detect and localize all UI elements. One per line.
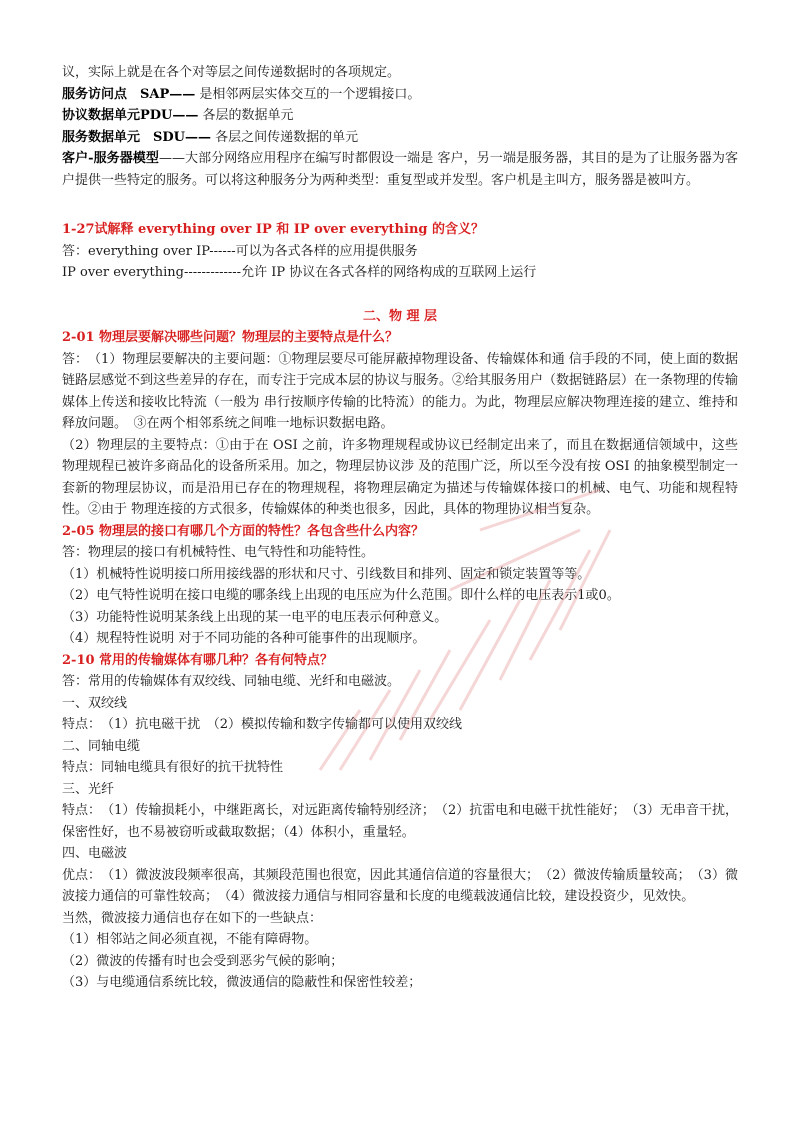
- intro-continued-line: 议，实际上就是在各个对等层之间传递数据时的各项规定。: [62, 65, 401, 80]
- answer-2-05-item1: （1）机械特性说明接口所用接线器的形状和尺寸、引线数目和排列、固定和锁定装置等等。: [62, 566, 591, 582]
- answer-2-05-item4: （4）规程特性说明 对于不同功能的各种可能事件的出现顺序。: [62, 631, 426, 646]
- coax-heading: 二、同轴电缆: [62, 738, 141, 754]
- answer-2-05-intro: 答：物理层的接口有机械特性、电气特性和功能特性。: [62, 545, 375, 560]
- question-2-05: 2-05 物理层的接口有哪几个方面的特性？各包含些什么内容？: [62, 523, 425, 539]
- answer-1-27-line1: 答：everything over IP------可以为各式各样的应用提供服务: [62, 243, 418, 259]
- question-1-27: 1-27试解释 everything over IP 和 IP over everything 的含义？: [62, 222, 485, 237]
- answer-2-10-intro: 答：常用的传输媒体有双绞线、同轴电缆、光纤和电磁波。: [62, 674, 401, 689]
- microwave-drawback-1: （1）相邻站之间必须直视，不能有障碍物。: [62, 932, 318, 947]
- client-server-term: 客户-服务器模型: [62, 151, 159, 166]
- answer-1-27-line2: IP over everything-------------允许 IP 协议在各式各样的网络构成的互联网上运行: [62, 265, 537, 280]
- spacer: [62, 191, 738, 219]
- document-body: [62, 62, 738, 994]
- microwave-drawback-2: （2）微波的传播有时也会受到恶劣气候的影响；: [62, 953, 344, 969]
- sap-text: 是相邻两层实体交互的一个逻辑接口。: [195, 86, 421, 102]
- fiber-features: 特点： （1）传输损耗小，中继距离长，对远距离传输特别经济； （2）抗雷电和电磁干扰性能好； （3）无串音干扰，保密性好，也不易被窃听或截取数据；（4）体积小，重量轻。: [62, 803, 738, 840]
- answer-2-05-item3: （3）功能特性说明某条线上出现的某一电平的电压表示何种意义。: [62, 609, 448, 625]
- sdu-definition: [62, 127, 738, 149]
- sdu-term: 服务数据单元 SDU——: [62, 129, 211, 145]
- microwave-drawbacks-intro: 当然，微波接力通信也存在如下的一些缺点：: [62, 910, 323, 926]
- question-2-10: 2-10 常用的传输媒体有哪几种？各有何特点？: [62, 652, 334, 668]
- chapter-title: 二、物 理 层: [362, 308, 438, 324]
- pdu-definition: [62, 105, 738, 127]
- client-server-definition: [62, 148, 738, 191]
- sap-definition: [62, 84, 738, 106]
- microwave-heading: 四、电磁波: [62, 846, 128, 861]
- spacer: [62, 284, 738, 306]
- answer-2-01-part1: 答： （1）物理层要解决的主要问题：①物理层要尽可能屏蔽掉物理设备、传输媒体和通 信手段的不同，使上面的数据链路层感觉不到这些差异的存在，而专注于完成本层的协议与服务。②给其服务用户（数据链路层）在一条物理的传输媒体上传送和接收比特流（一般为 串行按顺序传输的比特流）的能力。为此，物理层应解决物理连接的建立、维持和释放问题。 ③在两个相邻系统之间唯一地标识数据电路。: [62, 351, 739, 431]
- pdu-term: 协议数据单元PDU——: [62, 108, 199, 123]
- microwave-drawback-3: （3）与电缆通信系统比较，微波通信的隐蔽性和保密性较差；: [62, 975, 422, 990]
- twisted-pair-features: 特点： （1）抗电磁干扰 （2）模拟传输和数字传输都可以使用双绞线: [62, 717, 463, 732]
- sdu-text: 各层之间传递数据的单元: [211, 129, 359, 145]
- client-server-text: ——大部分网络应用程序在编写时都假设一端是 客户，另一端是服务器，其目的是为了让服务器为客户提供一些特定的服务。可以将这种服务分为两种类型：重复型或并发型。客户机是主叫方，服务器是被叫方。: [62, 151, 738, 188]
- twisted-pair-heading: 一、双绞线: [62, 695, 128, 711]
- sap-term: 服务访问点 SAP——: [62, 86, 196, 102]
- pdu-text: 各层的数据单元: [198, 108, 294, 123]
- question-2-01: 2-01 物理层要解决哪些问题？物理层的主要特点是什么？: [62, 330, 399, 345]
- coax-features: 特点：同轴电缆具有很好的抗干扰特性: [62, 760, 284, 775]
- answer-2-01-part2: （2）物理层的主要特点：①由于在 OSI 之前，许多物理规程或协议已经制定出来了，而且在数据通信领域中，这些物理规程已被许多商品化的设备所采用。加之，物理层协议涉 及的范围广泛，所以至今没有按 OSI 的抽象模型制定一套新的物理层协议，而是沿用已存在的物理规程，将物理层确定为描述与传输媒体接口的机械、电气、功能和规程特性。②由于 物理连接的方式很多，传输媒体的种类也很多，因此，具体的物理协议相当复杂。: [62, 437, 738, 517]
- microwave-advantages: 优点： （1）微波波段频率很高，其频段范围也很宽，因此其通信信道的容量很大； （2）微波传输质量较高； （3）微波接力通信的可靠性较高； （4）微波接力通信与相同容量和长度的电缆载波通信比较，建设投资少，见效快。: [62, 867, 738, 904]
- answer-2-05-item2: （2）电气特性说明在接口电缆的哪条线上出现的电压应为什么范围。即什么样的电压表示1或0。: [62, 588, 620, 603]
- fiber-heading: 三、光纤: [62, 781, 115, 797]
